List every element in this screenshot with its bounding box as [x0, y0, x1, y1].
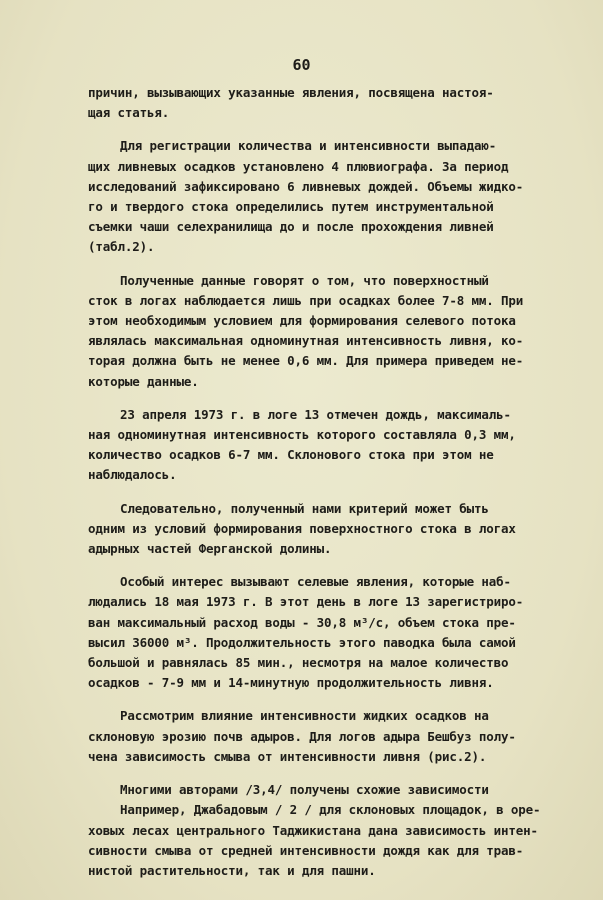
paragraph: [88, 271, 556, 392]
text-line: количество осадков 6-7 мм. Склонового стока при этом не: [88, 447, 494, 463]
text-line: (табл.2).: [88, 239, 155, 255]
text-line: ван максимальный расход воды - 30,8 м³/с, объем стока пре-: [88, 614, 516, 630]
paragraph: [88, 499, 556, 560]
text-line: нистой растительности, так и для пашни.: [88, 862, 376, 878]
text-line: Полученные данные говорят о том, что поверхностный: [120, 272, 489, 288]
text-line: ная одноминутная интенсивность которого составляла 0,3 мм,: [88, 427, 516, 443]
paragraph: [88, 800, 556, 881]
text-line: щая статья.: [88, 105, 170, 121]
text-line: сток в логах наблюдается лишь при осадках более 7-8 мм. При: [88, 292, 524, 308]
text-line: адырных частей Ферганской долины.: [88, 541, 332, 557]
text-line: Многими авторами /3,4/ получены схожие зависимости: [120, 782, 489, 798]
text-line: Рассмотрим влияние интенсивности жидких осадков на: [120, 708, 489, 724]
paragraph: [88, 136, 556, 257]
text-line: людались 18 мая 1973 г. В этот день в логе 13 зарегистриро-: [88, 594, 524, 610]
text-line: Следовательно, полученный нами критерий может быть: [120, 500, 489, 516]
text-line: торая должна быть не менее 0,6 мм. Для примера приведем не-: [88, 353, 524, 369]
text-line: одним из условий формирования поверхностного стока в логах: [88, 520, 516, 536]
text-line: го и твердого стока определились путем инструментальной: [88, 199, 494, 215]
text-line: ховых лесах центрального Таджикистана дана зависимость интен-: [88, 822, 538, 838]
text-line: высил 36000 м³. Продолжительность этого паводка была самой: [88, 634, 516, 650]
text-line: 23 апреля 1973 г. в логе 13 отмечен дождь, максималь-: [120, 406, 511, 422]
paragraph: [88, 780, 556, 800]
text-line: которые данные.: [88, 373, 199, 389]
text-line: чена зависимость смыва от интенсивности ливня (рис.2).: [88, 748, 487, 764]
paragraph: [88, 405, 556, 486]
text-line: Особый интерес вызывают селевые явления, которые наб-: [120, 574, 511, 590]
text-line: осадков - 7-9 мм и 14-минутную продолжительность ливня.: [88, 675, 494, 691]
paragraph: [88, 706, 556, 767]
text-line: Для регистрации количества и интенсивности выпадаю-: [120, 138, 497, 154]
text-line: этом необходимым условием для формирования селевого потока: [88, 313, 516, 329]
text-line: большой и равнялась 85 мин., несмотря на малое количество: [88, 655, 509, 671]
paragraph: [88, 572, 556, 693]
text-line: исследований зафиксировано 6 ливневых дождей. Объемы жидко-: [88, 178, 524, 194]
text-line: Например, Джабадовым / 2 / для склоновых площадок, в оре-: [120, 802, 541, 818]
text-line: щих ливневых осадков установлено 4 плювиографа. За период: [88, 158, 509, 174]
paragraph: [88, 83, 556, 123]
text-line: причин, вызывающих указанные явления, посвящена настоя-: [88, 85, 494, 100]
text-line: наблюдалось.: [88, 467, 177, 483]
text-line: сивности смыва от средней интенсивности дождя как для трав-: [88, 842, 524, 858]
text-line: являлась максимальная одноминутная интенсивность ливня, ко-: [88, 333, 524, 349]
page-number: 60: [292, 56, 311, 74]
text-line: склоновую эрозию почв адыров. Для логов адыра Бешбуз полу-: [88, 728, 516, 744]
document-body: [88, 83, 556, 894]
text-line: съемки чаши селехранилища до и после прохождения ливней: [88, 219, 494, 235]
